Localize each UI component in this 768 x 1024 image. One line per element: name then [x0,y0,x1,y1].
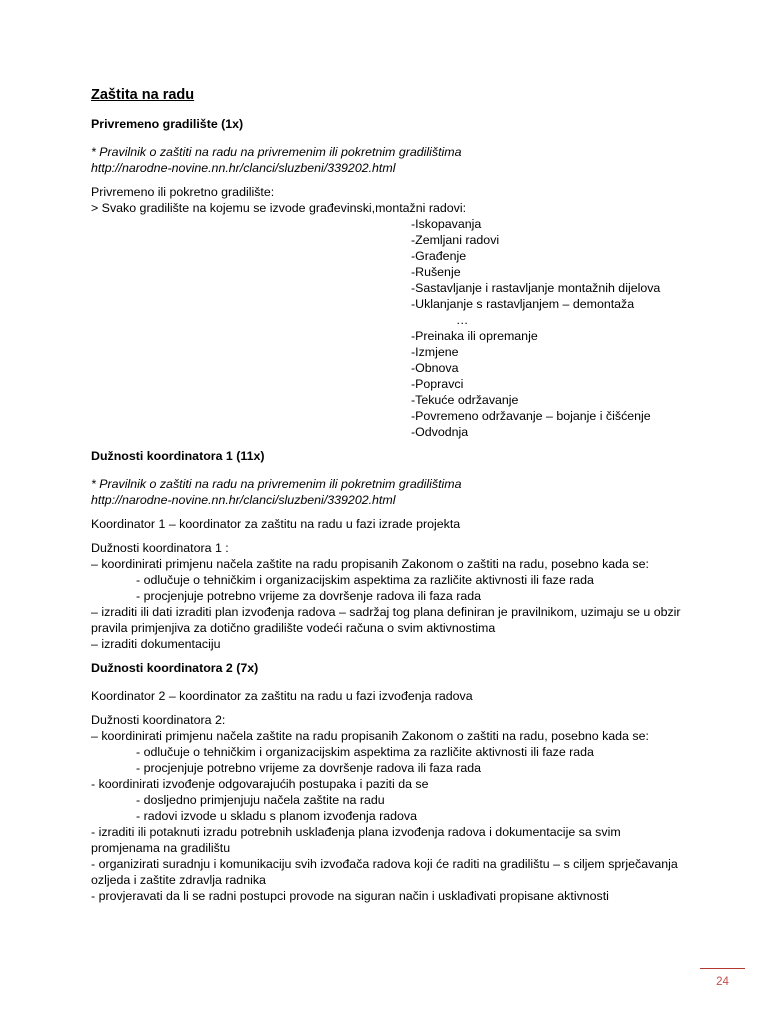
duty-subitem: - dosljedno primjenjuju načela zaštite na radu [136,793,385,807]
duty-subitem: - odlučuje o tehničkim i organizacijskim aspektima za različite aktivnosti ili faze rada [136,745,594,759]
definition-block [91,184,691,440]
coordinator-1-duties [91,540,691,652]
duty-item: - provjeravati da li se radni postupci provode na siguran način i usklađivati propisane aktivnosti [91,889,609,903]
reference-url: http://narodne-novine.nn.hr/clanci/sluzbeni/339202.html [91,161,396,175]
footer-rule [700,968,745,969]
coordinator-1-intro: Koordinator 1 – koordinator za zaštitu na radu u fazi izrade projekta [91,517,461,531]
reference-title: * Pravilnik o zaštiti na radu na privremenim ili pokretnim gradilištima [91,477,462,491]
coordinator-2-duties [91,712,691,904]
list-item: -Obnova [411,361,459,375]
list-item: -Izmjene [411,345,459,359]
list-item: -Popravci [411,377,464,391]
duties-title: Dužnosti koordinatora 2: [91,713,226,727]
duty-item: – koordinirati primjenu načela zaštite na radu propisanih Zakonom o zaštiti na radu, posebno kada se: [91,729,649,743]
list-item: -Građenje [411,249,467,263]
reference-url: http://narodne-novine.nn.hr/clanci/sluzbeni/339202.html [91,493,396,507]
duty-item: - koordinirati izvođenje odgovarajućih postupaka i paziti da se [91,777,429,791]
definition-text: > Svako gradilište na kojemu se izvode građevinski,montažni radovi: [91,201,467,215]
duty-item: - organizirati suradnju i komunikaciju svih izvođača radova koji će raditi na gradilištu – s ciljem sprječavanja ozljeda i zaštite zdravlja radnika [91,857,678,887]
section-heading-koordinator-2: Dužnosti koordinatora 2 (7x) [91,661,259,675]
coordinator-2-intro: Koordinator 2 – koordinator za zaštitu na radu u fazi izvođenja radova [91,689,473,703]
list-item: -Sastavljanje i rastavljanje montažnih dijelova [411,281,661,295]
page-title: Zaštita na radu [91,87,195,103]
list-item: -Iskopavanja [411,217,482,231]
duty-item: - izraditi ili potaknuti izradu potrebnih usklađenja plana izvođenja radova i dokumentacije sa svim promjenama na gradilištu [91,825,621,855]
page-number: 24 [716,976,729,988]
reference-note [91,476,691,508]
section-heading-privremeno-gradiliste: Privremeno gradilište (1x) [91,117,244,131]
duty-subitem: - odlučuje o tehničkim i organizacijskim aspektima za različite aktivnosti ili faze rada [136,573,594,587]
duty-item: – izraditi dokumentaciju [91,637,221,651]
list-item: -Preinaka ili opremanje [411,329,538,343]
duty-item: – izraditi ili dati izraditi plan izvođenja radova – sadržaj tog plana definiran je pravilnikom, uzimaju se u obzir pravila primjenjiva za dotično gradilište vodeći računa o svim aktivnostima [91,605,681,635]
duties-title: Dužnosti koordinatora 1 : [91,541,229,555]
list-ellipsis: … [456,313,469,327]
reference-note [91,144,691,176]
list-item: -Odvodnja [411,425,469,439]
list-item: -Tekuće održavanje [411,393,519,407]
section-heading-koordinator-1: Dužnosti koordinatora 1 (11x) [91,449,265,463]
duty-item: – koordinirati primjenu načela zaštite na radu propisanih Zakonom o zaštiti na radu, posebno kada se: [91,557,649,571]
reference-title: * Pravilnik o zaštiti na radu na privremenim ili pokretnim gradilištima [91,145,462,159]
definition-title: Privremeno ili pokretno gradilište: [91,185,275,199]
works-list [91,216,691,440]
list-item: -Uklanjanje s rastavljanjem – demontaža [411,297,635,311]
document-page [91,86,691,912]
duty-subitem: - procjenjuje potrebno vrijeme za dovršenje radova ili faza rada [136,589,482,603]
duty-subitem: - procjenjuje potrebno vrijeme za dovršenje radova ili faza rada [136,761,482,775]
duty-subitem: - radovi izvode u skladu s planom izvođenja radova [136,809,418,823]
list-item: -Rušenje [411,265,461,279]
list-item: -Zemljani radovi [411,233,500,247]
list-item: -Povremeno održavanje – bojanje i čišćenje [411,409,651,423]
